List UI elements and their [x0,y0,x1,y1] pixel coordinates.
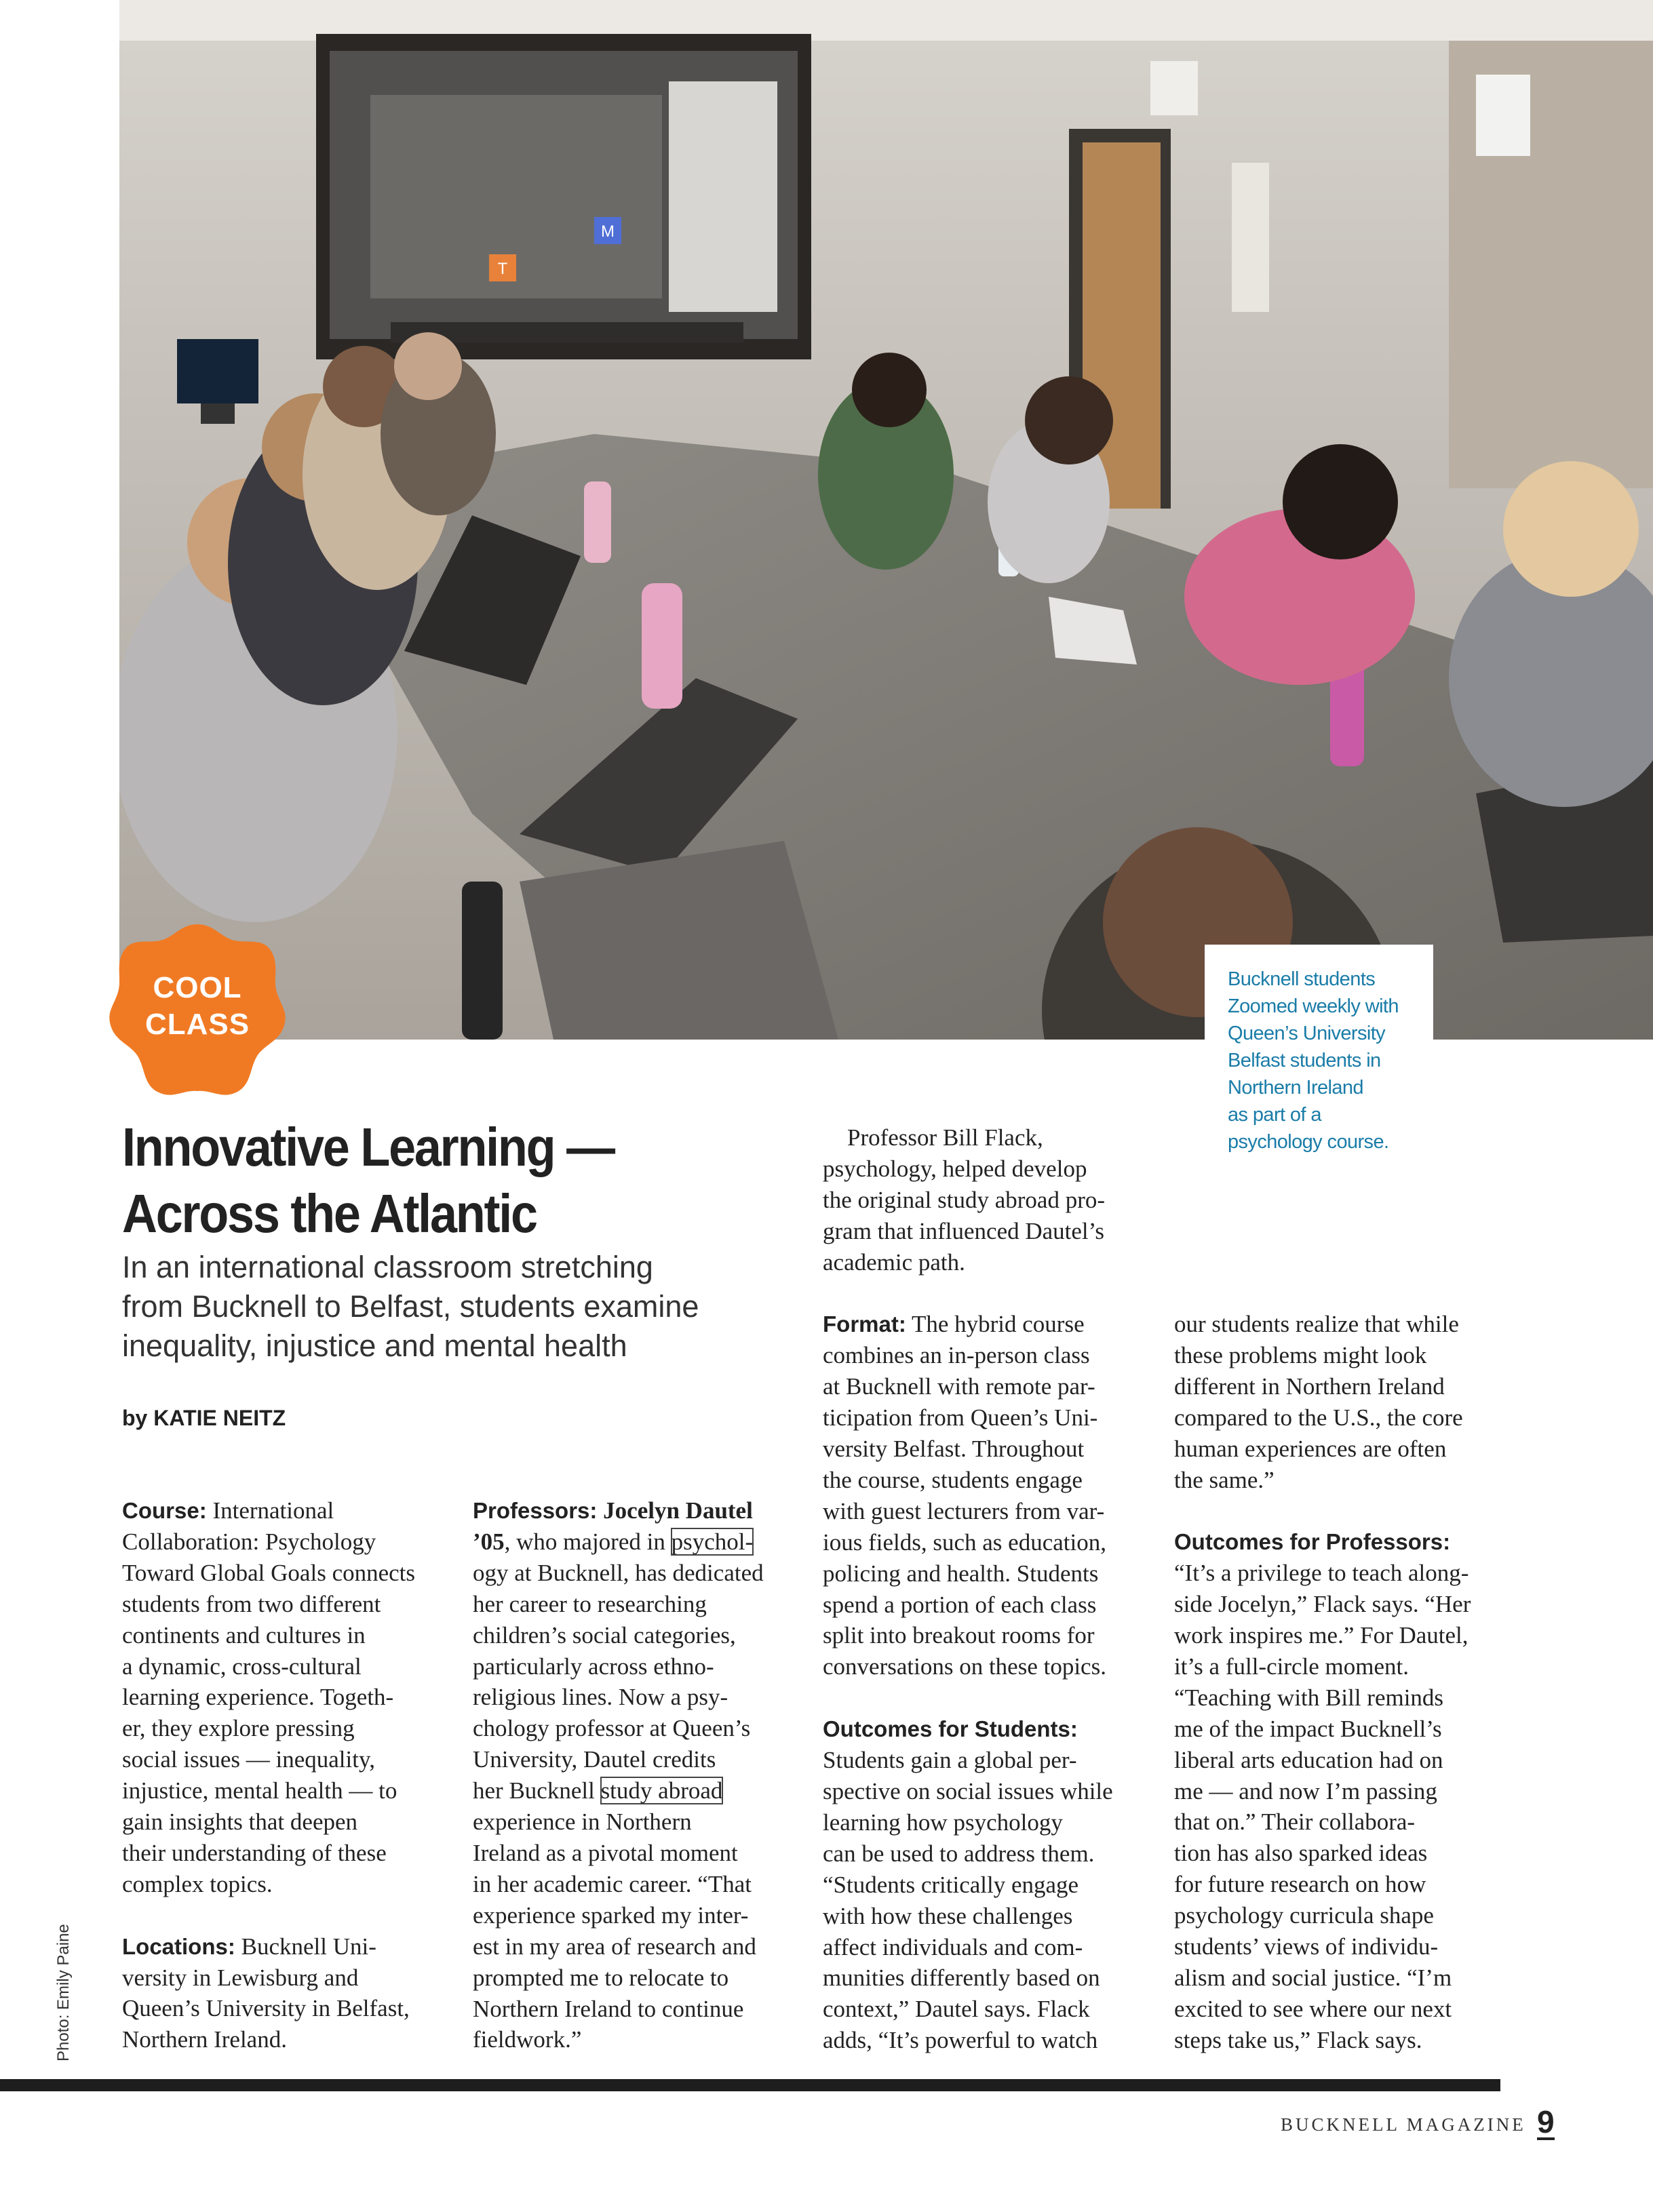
body-line: spend a portion of each class [823,1591,1097,1618]
body-line: the course, students engage [823,1466,1083,1493]
column-4 [1174,1309,1510,2056]
body-line: alism and social justice. “I’m [1174,1964,1452,1992]
body-line: munities differently based on [823,1964,1100,1992]
outcomes-students-label: Outcomes for Students: [823,1716,1078,1742]
body-line: religious lines. Now a psy- [473,1684,728,1711]
class-year: ’05 [473,1528,505,1555]
body-line: continents and cultures in [122,1621,366,1648]
body-line: excited to see where our next [1174,1995,1452,2022]
body-line: conversations on these topics. [823,1653,1106,1680]
body-line: it’s a full-circle moment. [1174,1653,1409,1680]
body-line: their understanding of these [122,1839,387,1866]
highlighted-word: psychol- [671,1528,754,1555]
classroom-zoom-photo [119,0,1653,1040]
course-label: Course: [122,1498,207,1523]
body-line: Ireland as a pivotal moment [473,1839,738,1866]
body-line: for future research on how [1174,1871,1426,1898]
badge-line-2: CLASS [144,1008,250,1041]
caption-line: Belfast students in [1228,1050,1381,1071]
body-line: the same.” [1174,1466,1275,1493]
body-line: est in my area of research and [473,1933,756,1960]
body-line: Students gain a global per- [823,1747,1077,1774]
caption-line: psychology course. [1228,1131,1389,1153]
body-line: Toward Global Goals connects [122,1559,416,1586]
byline-prefix: by [122,1406,148,1430]
caption-line: Zoomed weekly with [1228,995,1399,1017]
body-line: Northern Ireland to continue [473,1995,744,2022]
body-line: me of the impact Bucknell’s [1174,1715,1442,1742]
body-line: side Jocelyn,” Flack says. “Her [1174,1591,1471,1618]
body-line: Queen’s University in Belfast, [122,1995,410,2022]
photo-caption [1228,966,1418,1156]
body-line: at Bucknell with remote par- [823,1373,1095,1400]
body-line: work inspires me.” For Dautel, [1174,1622,1469,1649]
screen-tile-t: T [497,260,508,278]
body-line: Bucknell Uni- [241,1933,376,1960]
body-text: her Bucknell [473,1777,601,1804]
body-line: context,” Dautel says. Flack [823,1996,1090,2023]
dek-line: from Bucknell to Belfast, students examine [122,1289,699,1324]
body-line: ious fields, such as education, [823,1528,1106,1556]
body-line: fieldwork.” [473,2026,582,2053]
column-3 [823,1122,1159,2056]
body-line: a dynamic, cross-cultural [122,1653,362,1680]
body-line: psychology, helped develop [823,1155,1087,1182]
body-line: complex topics. [122,1870,273,1897]
body-line: combines an in-person class [823,1342,1090,1369]
body-line: prompted me to relocate to [473,1964,729,1991]
body-line: these problems might look [1174,1341,1427,1368]
body-line: that on.” Their collabora- [1174,1809,1416,1836]
body-line: the original study abroad pro- [823,1186,1106,1213]
professors-label: Professors: [473,1498,598,1523]
highlighted-phrase: study abroad [600,1777,723,1804]
body-line: chology professor at Queen’s [473,1715,751,1742]
body-line: Professor Bill Flack, [847,1124,1043,1151]
body-line: her career to researching [473,1590,707,1617]
body-line: in her academic career. “That [473,1870,752,1897]
format-label: Format: [823,1311,906,1337]
body-line: ogy at Bucknell, has dedicated [473,1559,764,1586]
column-1 [122,1495,458,2055]
headline-line-1: Innovative Learning — [122,1117,614,1177]
body-line: affect individuals and com- [823,1933,1083,1960]
body-line: split into breakout rooms for [823,1622,1095,1649]
body-line: The hybrid course [911,1311,1085,1338]
byline-author: KATIE NEITZ [153,1406,286,1430]
body-line: versity Belfast. Throughout [823,1436,1085,1463]
body-line: human experiences are often [1174,1435,1447,1462]
article-dek [122,1248,746,1366]
body-line: liberal arts education had on [1174,1746,1443,1773]
page-number: 9 [1537,2104,1555,2139]
body-line: students’ views of individu- [1174,1933,1439,1960]
body-line: social issues — inequality, [122,1746,375,1773]
photo-credit: Photo: Emily Paine [54,1924,73,2061]
body-line: experience sparked my inter- [473,1901,749,1929]
body-line: academic path. [823,1248,965,1276]
screen-tile-m: M [601,222,615,241]
body-line: gram that influenced Dautel’s [823,1217,1104,1244]
body-line: adds, “It’s powerful to watch [823,2027,1098,2054]
dek-line: inequality, injustice and mental health [122,1328,627,1363]
badge-label [106,970,289,1043]
caption-line: Bucknell students [1228,968,1376,990]
footer-rule [0,2079,1500,2091]
magazine-name: BUCKNELL MAGAZINE [1281,2114,1526,2135]
body-line: experience in Northern [473,1809,692,1836]
body-line: injustice, mental health — to [122,1777,397,1804]
body-line: Northern Ireland. [122,2026,287,2053]
body-line: can be used to address them. [823,1840,1095,1867]
body-line: particularly across ethno- [473,1653,714,1680]
body-line: Collaboration: Psychology [122,1528,376,1555]
body-line: ticipation from Queen’s Uni- [823,1404,1098,1431]
body-line: with how these challenges [823,1902,1073,1929]
body-line: “Students critically engage [823,1871,1079,1898]
article-headline [122,1114,672,1247]
body-line: International [212,1497,334,1524]
caption-line: Queen’s University [1228,1023,1386,1044]
caption-line: as part of a [1228,1104,1321,1126]
body-line: learning experience. Togeth- [122,1684,394,1711]
body-line: different in Northern Ireland [1174,1372,1445,1400]
body-line: compared to the U.S., the core [1174,1404,1463,1431]
body-line: children’s social categories, [473,1621,736,1648]
badge-line-1: COOL [153,971,242,1004]
body-line: policing and health. Students [823,1560,1099,1587]
body-line: me — and now I’m passing [1174,1777,1437,1804]
column-2 [473,1495,809,2055]
body-line: learning how psychology [823,1809,1063,1836]
headline-line-2: Across the Atlantic [122,1183,537,1244]
body-line: psychology curricula shape [1174,1902,1434,1929]
body-line: tion has also sparked ideas [1174,1840,1428,1867]
body-line: with guest lecturers from var- [823,1497,1105,1524]
body-line: our students realize that while [1174,1311,1459,1337]
body-line: er, they explore pressing [122,1715,355,1742]
body-line: “It’s a privilege to teach along- [1174,1560,1469,1587]
body-text: , who majored in [504,1528,672,1555]
byline [122,1406,286,1431]
caption-line: Northern Ireland [1228,1077,1363,1099]
locations-label: Locations: [122,1933,235,1959]
body-line: “Teaching with Bill reminds [1174,1684,1444,1711]
body-line: steps take us,” Flack says. [1174,2026,1422,2053]
body-line: spective on social issues while [823,1778,1113,1804]
body-line: gain insights that deepen [122,1809,358,1836]
body-line: University, Dautel credits [473,1746,716,1773]
body-line: students from two different [122,1590,381,1617]
outcomes-professors-label: Outcomes for Professors: [1174,1529,1451,1555]
body-line: versity in Lewisburg and [122,1964,359,1991]
dek-line: In an international classroom stretching [122,1250,653,1284]
professor-name: Jocelyn Dautel [603,1497,753,1524]
